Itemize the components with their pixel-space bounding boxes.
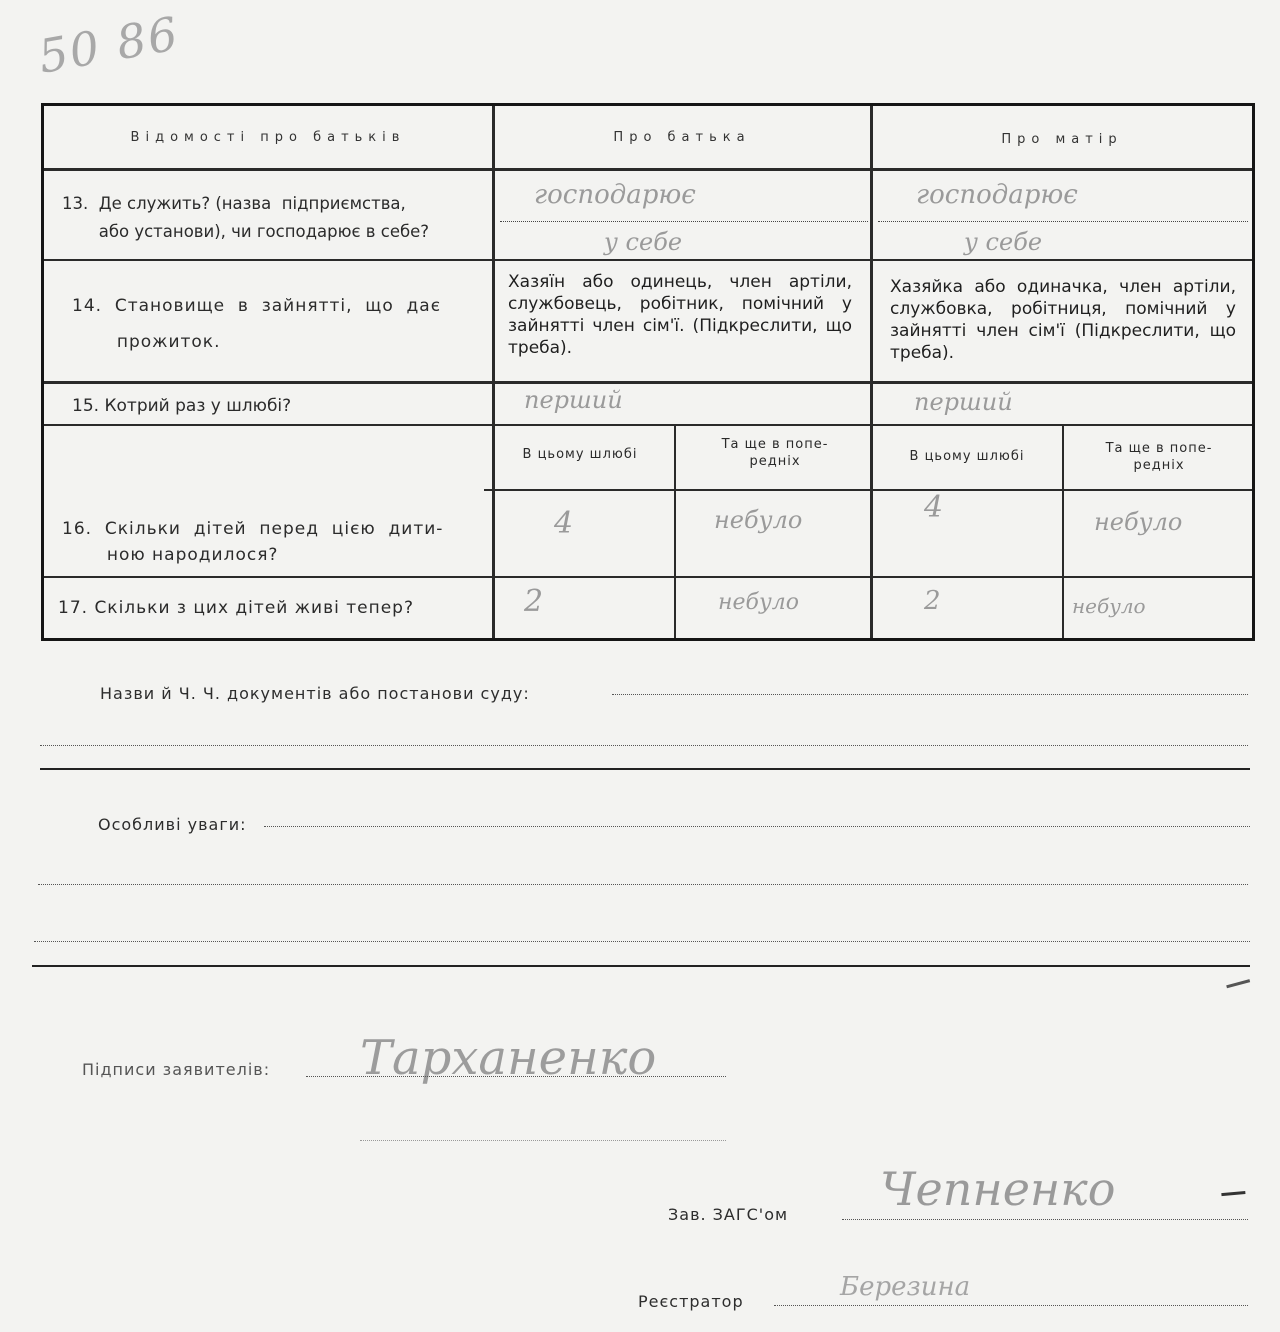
question-15-label: 15. Котрий раз у шлюбі? xyxy=(72,396,292,416)
zags-head-label: Зав. ЗАГС'ом xyxy=(668,1205,789,1224)
page-number: 50 86 xyxy=(34,6,184,84)
registrar-label: Реєстратор xyxy=(638,1292,744,1311)
row-divider xyxy=(44,576,1252,578)
row-divider xyxy=(44,424,1252,426)
remarks-line xyxy=(264,826,1250,827)
q16-mother-previous: небуло xyxy=(1094,508,1183,536)
column-divider xyxy=(492,106,495,638)
q13-father-value: господарює xyxy=(534,180,696,210)
applicants-line xyxy=(306,1076,726,1077)
header-father: Про батька xyxy=(613,130,751,145)
remarks-label: Особливі уваги: xyxy=(98,815,247,834)
q13-mother-value-line2: у себе xyxy=(964,228,1043,256)
q16-mother-this-marriage: 4 xyxy=(924,490,944,525)
subheader-divider xyxy=(484,489,1252,491)
q17-father-previous: небуло xyxy=(718,590,799,615)
q13-father-value-line2: у себе xyxy=(604,228,683,256)
registrar-signature: Березина xyxy=(840,1272,971,1302)
section-divider xyxy=(40,768,1250,770)
zags-head-line xyxy=(842,1219,1248,1220)
row-divider xyxy=(44,381,1252,384)
question-17-label: 17. Скільки з цих дітей живі тепер? xyxy=(58,598,414,618)
question-16-label: 16. Скільки дітей перед цією дити- ною народилося? xyxy=(62,519,444,565)
column-divider xyxy=(870,106,873,638)
q17-mother-previous: небуло xyxy=(1072,594,1146,618)
dotted-line xyxy=(878,221,1248,222)
ink-mark xyxy=(1226,979,1254,1002)
question-13-label: 13. Де служить? (назва підприємства, або установи), чи господарює в себе? xyxy=(62,194,430,241)
registrar-line xyxy=(774,1305,1248,1306)
subheader-mother-this-marriage: В цьому шлюбі xyxy=(909,449,1025,464)
remarks-line xyxy=(34,941,1250,942)
subheader-mother-previous: Та ще в попе- редніх xyxy=(1105,441,1213,473)
column-divider xyxy=(1062,424,1064,638)
subheader-father-previous: Та ще в попе- редніх xyxy=(721,437,829,469)
q16-father-previous: небуло xyxy=(714,506,803,534)
header-parents-info: Відомості про батьків xyxy=(130,130,406,145)
q15-father-value: перший xyxy=(524,386,623,414)
documents-line xyxy=(40,745,1248,746)
column-divider xyxy=(674,424,676,638)
q15-mother-value: перший xyxy=(914,388,1013,416)
applicants-signature: Тарханенко xyxy=(360,1030,657,1086)
q14-father-options: Хазяїн або одинець, член артіли, службовець, робітник, помічний у зайнятті член сім'ї. (Підкреслити, що треба). xyxy=(508,272,852,358)
documents-label: Назви й Ч. Ч. документів або постанови суду: xyxy=(100,684,530,703)
applicants-line xyxy=(360,1140,726,1141)
question-14-label: 14. Становище в зайнятті, що дає прожиток. xyxy=(72,296,442,352)
header-mother: Про матір xyxy=(1001,132,1123,147)
q17-mother-this-marriage: 2 xyxy=(924,586,941,616)
q14-mother-options: Хазяйка або одиначка, член артіли, службовка, робітниця, помічний у зайнятті член сім'ї (Підкреслити, що треба). xyxy=(890,277,1236,363)
parents-info-table xyxy=(41,103,1255,641)
dotted-line xyxy=(500,221,868,222)
q16-father-this-marriage: 4 xyxy=(554,506,574,541)
documents-line xyxy=(612,694,1248,695)
remarks-line xyxy=(38,884,1248,885)
subheader-father-this-marriage: В цьому шлюбі xyxy=(522,447,638,462)
applicants-label: Підписи заявителів: xyxy=(82,1060,271,1079)
row-divider xyxy=(44,168,1252,171)
ink-mark xyxy=(1221,1191,1246,1210)
row-divider xyxy=(44,259,1252,261)
section-divider xyxy=(32,965,1250,967)
q17-father-this-marriage: 2 xyxy=(524,584,544,619)
zags-head-signature: Чепненко xyxy=(880,1162,1116,1216)
q13-mother-value: господарює xyxy=(916,180,1078,210)
